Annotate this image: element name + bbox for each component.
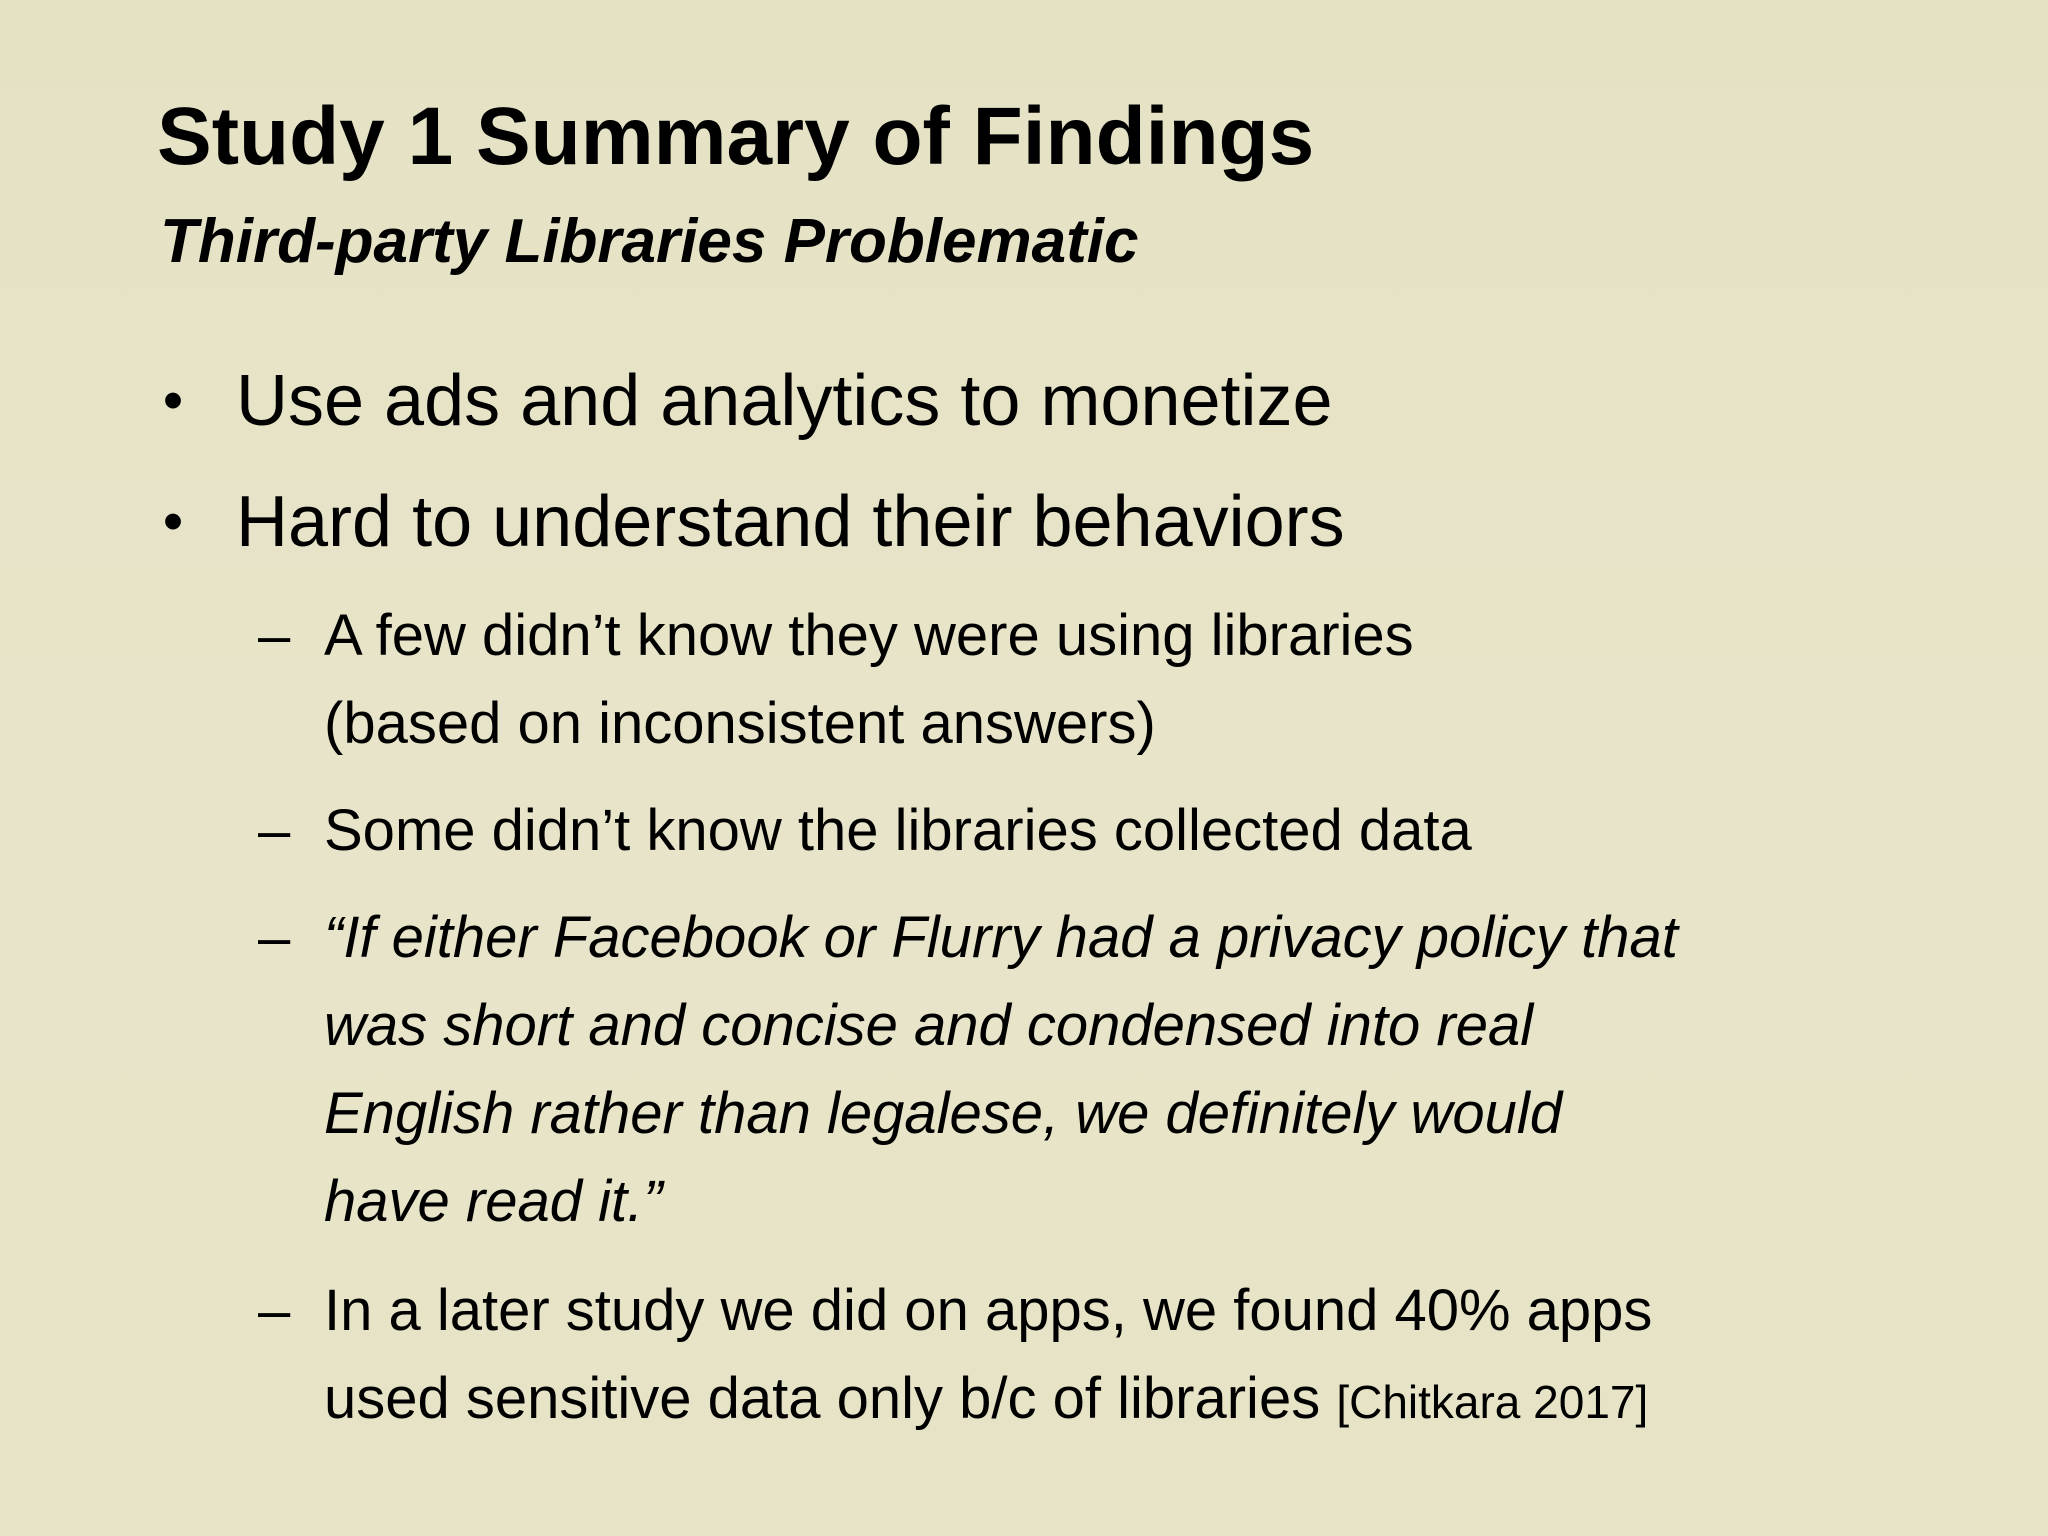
sub-bullet-line: In a later study we did on apps, we found 40% apps xyxy=(324,1278,1653,1343)
bullet-text: Hard to understand their behaviors xyxy=(236,482,1345,562)
bullet-marker: • xyxy=(162,489,184,554)
quote-line: “If either Facebook or Flurry had a privacy policy that xyxy=(324,905,1678,970)
sub-bullet-line xyxy=(324,1355,1652,1443)
quote-line: was short and concise and condensed into real xyxy=(324,993,1534,1058)
sub-bullet-line-text: used sensitive data only b/c of libraries xyxy=(324,1366,1337,1431)
sub-bullet-line: Some didn’t know the libraries collected data xyxy=(324,798,1472,863)
sub-bullet-text xyxy=(324,1267,1652,1443)
sub-bullet-text xyxy=(324,787,1472,875)
quote-line: English rather than legalese, we definitely would xyxy=(324,1081,1563,1146)
dash-marker: – xyxy=(258,603,291,668)
citation: [Chitkara 2017] xyxy=(1336,1376,1649,1428)
sub-bullet-text xyxy=(324,592,1414,768)
quote-text xyxy=(324,894,1678,1246)
slide-title: Study 1 Summary of Findings xyxy=(157,91,1315,182)
sub-bullet-line: A few didn’t know they were using libraries xyxy=(324,603,1414,668)
bullet-text: Use ads and analytics to monetize xyxy=(236,361,1333,441)
quote-line: have read it.” xyxy=(324,1169,663,1234)
slide-subtitle: Third-party Libraries Problematic xyxy=(160,207,1139,276)
sub-bullet-line: (based on inconsistent answers) xyxy=(324,691,1156,756)
dash-marker: – xyxy=(258,798,291,863)
dash-marker: – xyxy=(258,1278,291,1343)
dash-marker: – xyxy=(258,905,291,970)
bullet-marker: • xyxy=(162,368,184,433)
